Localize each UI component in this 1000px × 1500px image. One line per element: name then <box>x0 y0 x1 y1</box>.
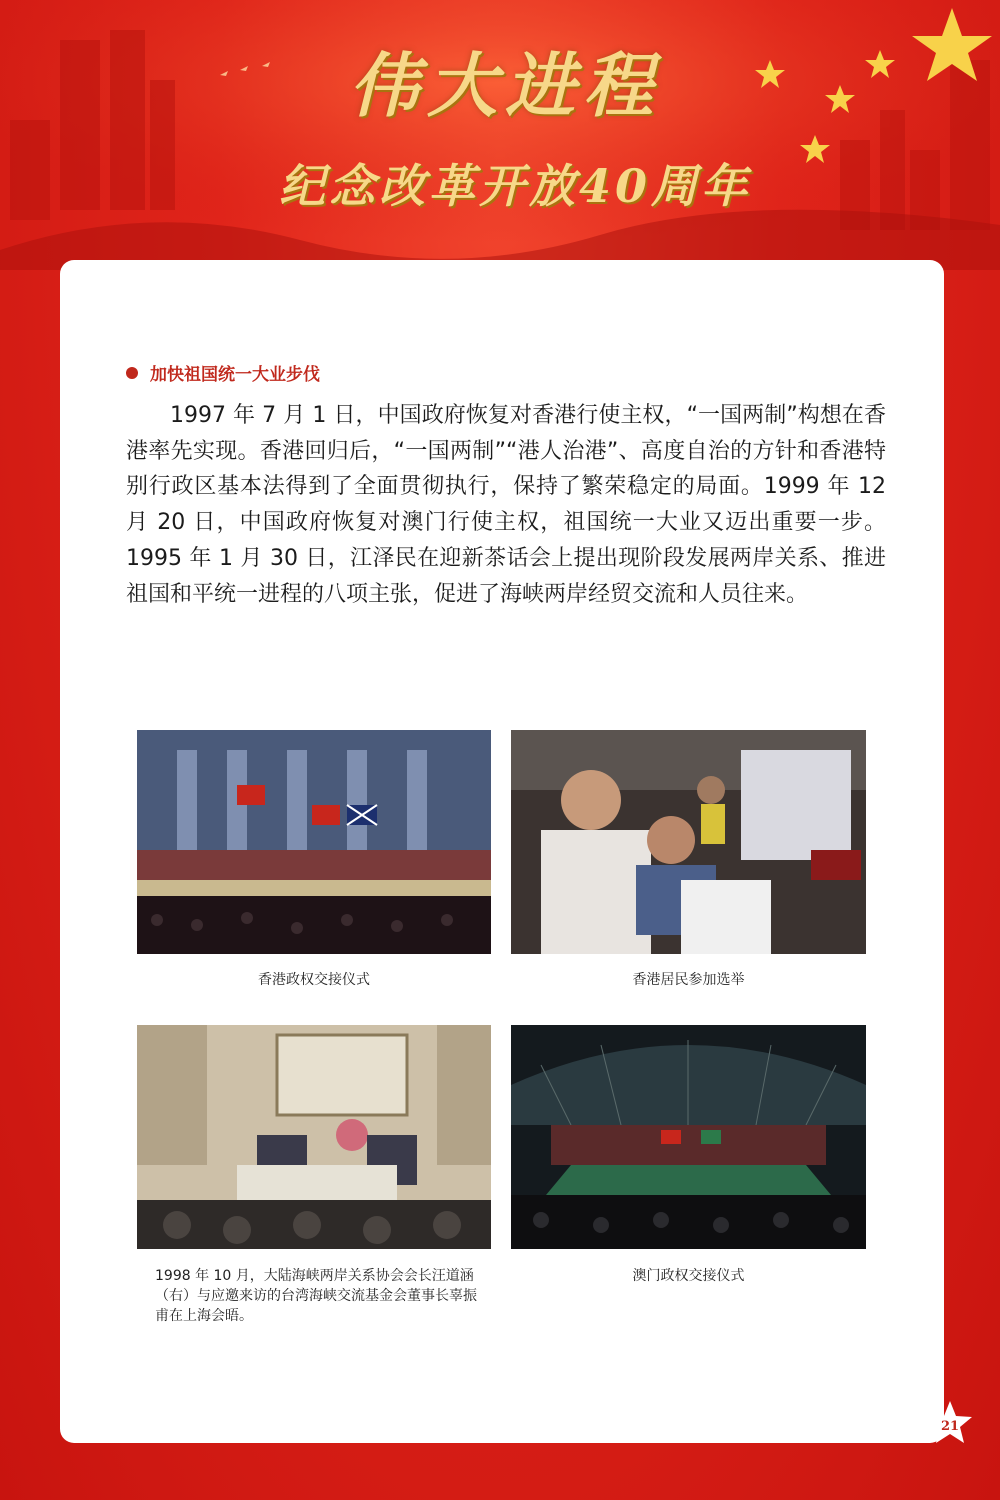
section-heading-text: 加快祖国统一大业步伐 <box>150 365 320 385</box>
photo-cross-strait-meeting <box>137 1025 491 1249</box>
body-paragraph: 1997 年 7 月 1 日，中国政府恢复对香港行使主权，“一国两制”构想在香港率先实现。香港回归后，“一国两制”“港人治港”、高度自治的方针和香港特别行政区基本法得到了全面贯彻执行，保持了繁荣稳定的局面。1999 年 12 月 20 日，中国政府恢复对澳门行使主权，祖国统一大业又迈出重要一步。1995 年 1 月 30 日，江泽民在迎新茶话会上提出现阶段发展两岸关系、推进祖国和平统一进程的八项主张，促进了海峡两岸经贸交流和人员往来。 <box>126 403 886 607</box>
photo-caption: 香港政权交接仪式 <box>258 972 370 988</box>
page-subtitle: 纪念改革开放40周年 <box>278 159 751 213</box>
photo-hk-handover <box>137 730 491 954</box>
page-number-star-icon <box>927 1400 973 1446</box>
photo-caption: 香港居民参加选举 <box>632 972 745 988</box>
photo-hk-election <box>511 730 866 954</box>
page-title: 伟大进程 <box>349 44 661 127</box>
photo-caption-long: 1998 年 10 月，大陆海峡两岸关系协会会长汪道涵（右）与应邀来访的台湾海峡交流基金会董事长辜振甫在上海会晤。 <box>155 1268 477 1324</box>
photo-caption: 澳门政权交接仪式 <box>632 1268 745 1284</box>
page-number: 21 <box>940 1419 960 1434</box>
section-heading <box>126 360 320 385</box>
photo-macao-handover <box>511 1025 866 1249</box>
bullet-icon <box>126 367 138 379</box>
